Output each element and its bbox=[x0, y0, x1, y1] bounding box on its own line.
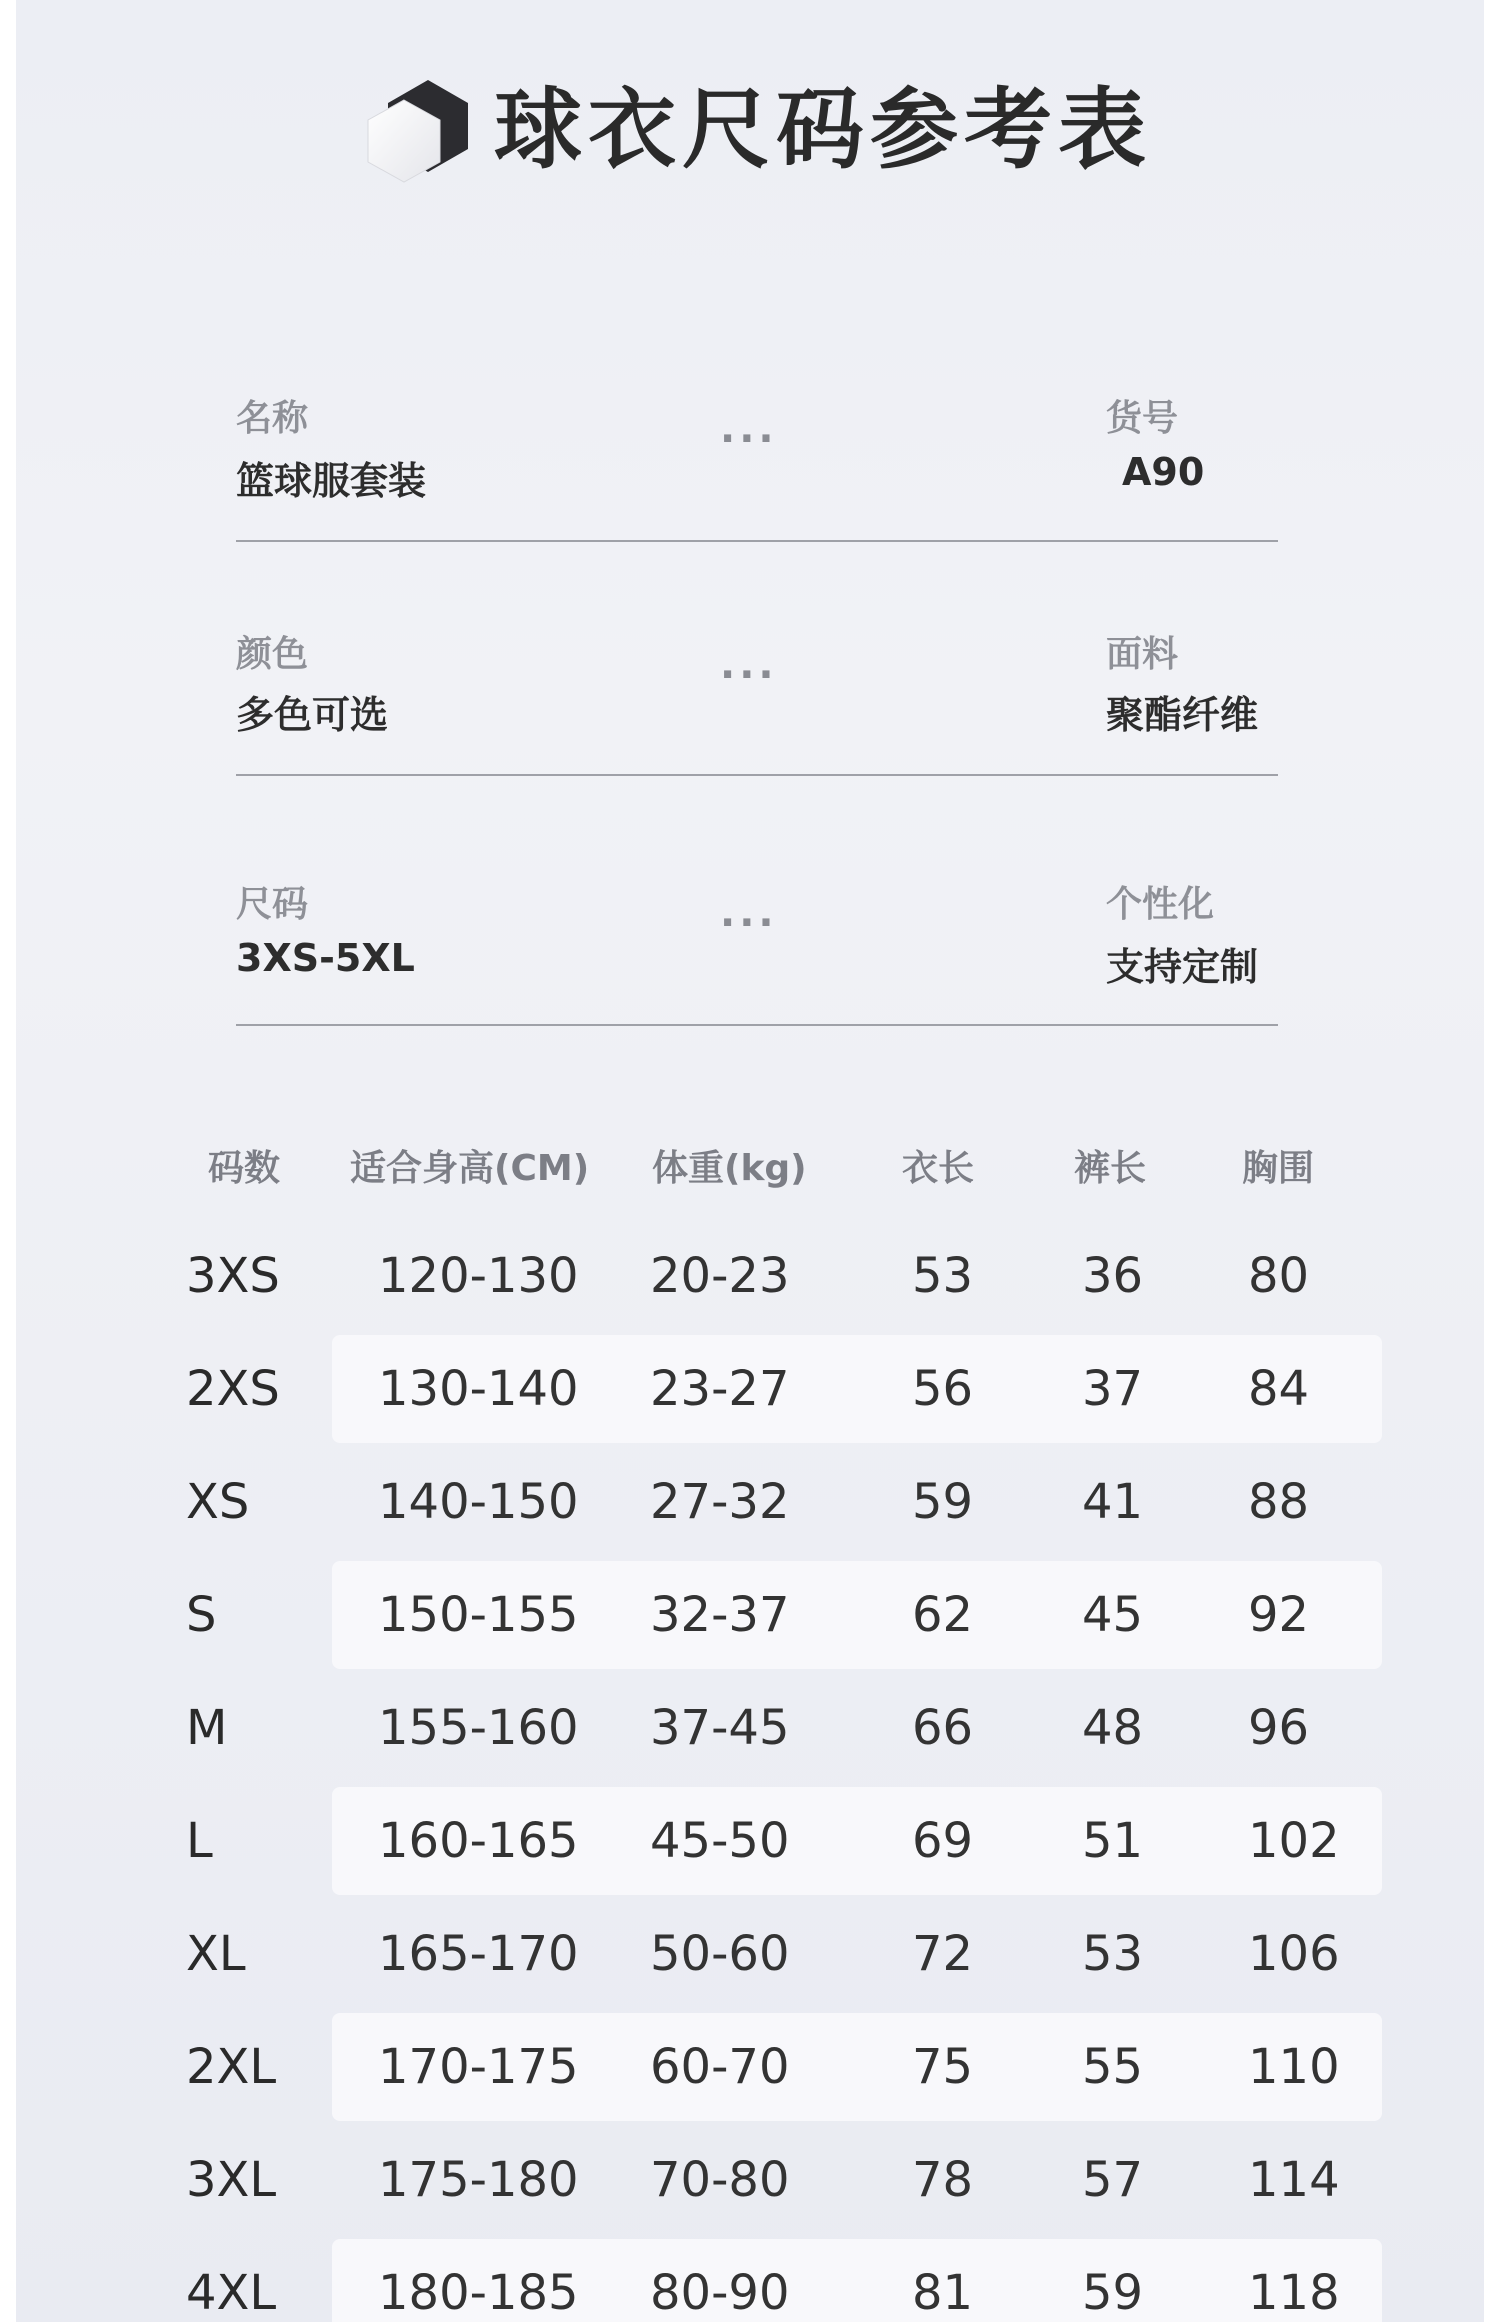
cell-height: 120-130 bbox=[378, 1248, 579, 1304]
cell-chest: 96 bbox=[1248, 1700, 1310, 1756]
cell-size: 3XS bbox=[186, 1248, 280, 1304]
cell-weight: 20-23 bbox=[650, 1248, 790, 1304]
cell-chest: 84 bbox=[1248, 1361, 1310, 1417]
cell-weight: 70-80 bbox=[650, 2152, 790, 2208]
table-row bbox=[16, 1335, 1484, 1443]
cell-weight: 50-60 bbox=[650, 1926, 790, 1982]
cell-pants-length: 36 bbox=[1082, 1248, 1144, 1304]
table-row bbox=[16, 1448, 1484, 1556]
size-chart-page bbox=[16, 0, 1484, 2322]
info-right-value: 支持定制 bbox=[1106, 945, 1259, 989]
table-row bbox=[16, 2239, 1484, 2322]
cell-height: 150-155 bbox=[378, 1587, 579, 1643]
table-row bbox=[16, 1561, 1484, 1669]
column-header-weight: 体重(kg) bbox=[652, 1148, 807, 1189]
info-right-label: 货号 bbox=[1106, 398, 1179, 439]
info-row bbox=[236, 312, 1278, 542]
cell-top-length: 81 bbox=[912, 2265, 974, 2321]
table-row bbox=[16, 1674, 1484, 1782]
cell-pants-length: 53 bbox=[1082, 1926, 1144, 1982]
cell-top-length: 75 bbox=[912, 2039, 974, 2095]
cell-height: 160-165 bbox=[378, 1813, 579, 1869]
cell-size: 2XL bbox=[186, 2039, 277, 2095]
cell-top-length: 69 bbox=[912, 1813, 974, 1869]
cell-pants-length: 51 bbox=[1082, 1813, 1144, 1869]
cell-pants-length: 45 bbox=[1082, 1587, 1144, 1643]
info-left-label: 尺码 bbox=[236, 884, 309, 925]
page-title: 球衣尺码参考表 bbox=[494, 78, 1153, 181]
table-row bbox=[16, 1900, 1484, 2008]
column-header-top-length: 衣长 bbox=[902, 1148, 975, 1189]
cell-chest: 118 bbox=[1248, 2265, 1340, 2321]
info-left-label: 颜色 bbox=[236, 634, 309, 675]
cell-top-length: 56 bbox=[912, 1361, 974, 1417]
cell-top-length: 72 bbox=[912, 1926, 974, 1982]
info-left-value: 多色可选 bbox=[236, 693, 389, 737]
cell-height: 165-170 bbox=[378, 1926, 579, 1982]
cell-top-length: 59 bbox=[912, 1474, 974, 1530]
cell-pants-length: 57 bbox=[1082, 2152, 1144, 2208]
cell-top-length: 78 bbox=[912, 2152, 974, 2208]
divider bbox=[236, 540, 1278, 542]
cell-chest: 92 bbox=[1248, 1587, 1310, 1643]
column-header-height: 适合身高(CM) bbox=[350, 1148, 590, 1189]
table-row bbox=[16, 2013, 1484, 2121]
cell-pants-length: 59 bbox=[1082, 2265, 1144, 2321]
cell-chest: 102 bbox=[1248, 1813, 1340, 1869]
cell-height: 130-140 bbox=[378, 1361, 579, 1417]
cell-chest: 88 bbox=[1248, 1474, 1310, 1530]
cell-pants-length: 55 bbox=[1082, 2039, 1144, 2095]
cell-weight: 32-37 bbox=[650, 1587, 790, 1643]
info-left-label: 名称 bbox=[236, 398, 309, 439]
info-right-value: A90 bbox=[1122, 450, 1205, 494]
title-area bbox=[16, 70, 1484, 190]
cell-size: S bbox=[186, 1587, 217, 1643]
cell-chest: 80 bbox=[1248, 1248, 1310, 1304]
cell-height: 175-180 bbox=[378, 2152, 579, 2208]
cell-weight: 45-50 bbox=[650, 1813, 790, 1869]
cell-chest: 106 bbox=[1248, 1926, 1340, 1982]
cell-pants-length: 37 bbox=[1082, 1361, 1144, 1417]
cell-weight: 37-45 bbox=[650, 1700, 790, 1756]
divider bbox=[236, 1024, 1278, 1026]
dots-separator: ··· bbox=[720, 652, 778, 698]
cell-height: 180-185 bbox=[378, 2265, 579, 2321]
cell-size: M bbox=[186, 1700, 228, 1756]
cell-pants-length: 48 bbox=[1082, 1700, 1144, 1756]
cell-weight: 80-90 bbox=[650, 2265, 790, 2321]
cell-weight: 23-27 bbox=[650, 1361, 790, 1417]
column-header-chest: 胸围 bbox=[1242, 1148, 1315, 1189]
cell-height: 155-160 bbox=[378, 1700, 579, 1756]
cell-weight: 60-70 bbox=[650, 2039, 790, 2095]
cell-top-length: 66 bbox=[912, 1700, 974, 1756]
cell-size: L bbox=[186, 1813, 213, 1869]
dots-separator: ··· bbox=[720, 416, 778, 462]
cell-weight: 27-32 bbox=[650, 1474, 790, 1530]
info-right-label: 面料 bbox=[1106, 634, 1179, 675]
cell-height: 170-175 bbox=[378, 2039, 579, 2095]
column-header-size: 码数 bbox=[208, 1148, 281, 1189]
column-header-pants-length: 裤长 bbox=[1074, 1148, 1147, 1189]
table-row bbox=[16, 1222, 1484, 1330]
info-right-value: 聚酯纤维 bbox=[1106, 693, 1259, 737]
cell-size: 4XL bbox=[186, 2265, 277, 2321]
info-left-value: 篮球服套装 bbox=[236, 459, 427, 503]
dots-separator: ··· bbox=[720, 900, 778, 946]
hexagon-icon bbox=[358, 76, 476, 194]
right-margin bbox=[1484, 0, 1500, 2322]
table-row bbox=[16, 2126, 1484, 2234]
cell-size: 3XL bbox=[186, 2152, 277, 2208]
table-row bbox=[16, 1787, 1484, 1895]
divider bbox=[236, 774, 1278, 776]
cell-size: XL bbox=[186, 1926, 246, 1982]
left-margin bbox=[0, 0, 16, 2322]
cell-pants-length: 41 bbox=[1082, 1474, 1144, 1530]
cell-chest: 110 bbox=[1248, 2039, 1340, 2095]
info-row bbox=[236, 796, 1278, 1026]
cell-top-length: 62 bbox=[912, 1587, 974, 1643]
cell-size: 2XS bbox=[186, 1361, 280, 1417]
info-left-value: 3XS-5XL bbox=[236, 936, 415, 980]
cell-height: 140-150 bbox=[378, 1474, 579, 1530]
info-right-label: 个性化 bbox=[1106, 884, 1215, 925]
cell-top-length: 53 bbox=[912, 1248, 974, 1304]
cell-chest: 114 bbox=[1248, 2152, 1340, 2208]
cell-size: XS bbox=[186, 1474, 250, 1530]
info-row bbox=[236, 546, 1278, 776]
